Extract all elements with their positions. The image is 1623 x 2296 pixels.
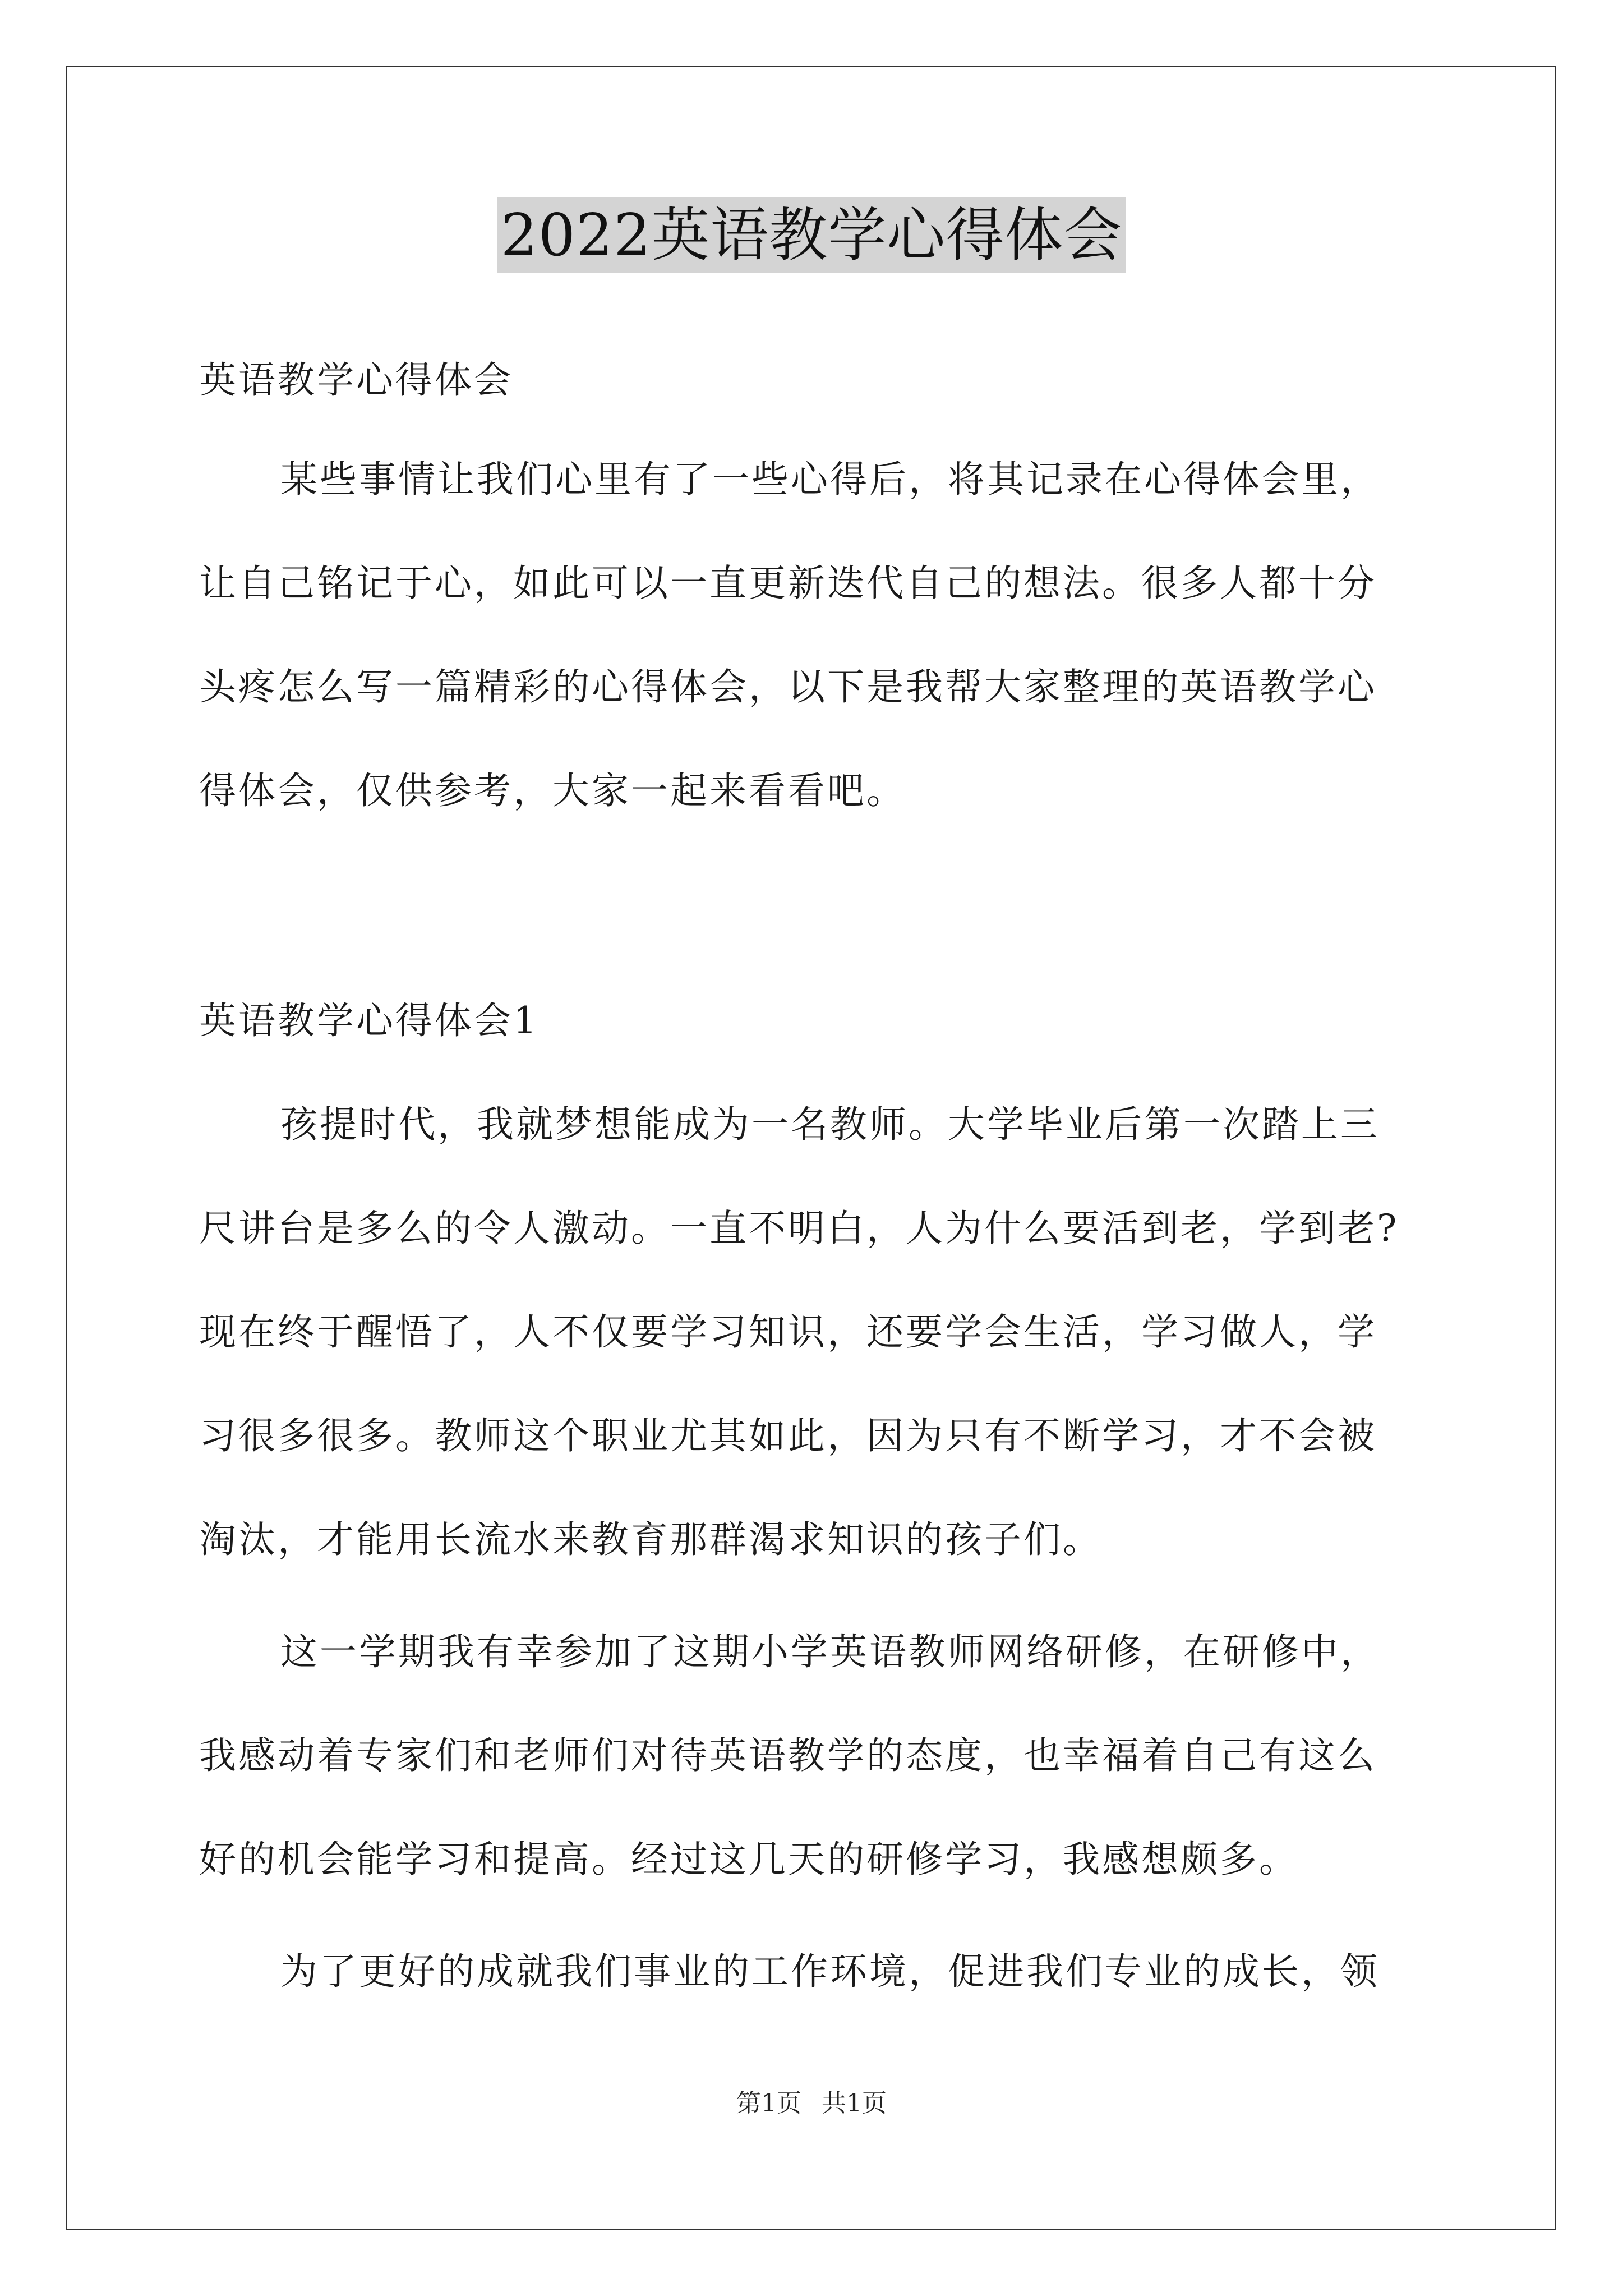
para3-line-1: 为了更好的成就我们事业的工作环境，促进我们专业的成长，领: [280, 1950, 1380, 1993]
intro-line-1: 某些事情让我们心里有了一些心得后，将其记录在心得体会里，: [280, 458, 1380, 501]
para2-line-2: 我感动着专家们和老师们对待英语教学的态度，也幸福着自己有这么: [199, 1734, 1377, 1777]
para2-line-3: 好的机会能学习和提高。经过这几天的研修学习，我感想颇多。: [199, 1838, 1298, 1881]
title-container: [0, 197, 1623, 273]
page-total: 共1页: [822, 2089, 887, 2118]
intro-line-4: 得体会，仅供参考，大家一起来看看吧。: [199, 769, 906, 812]
para1-line-1: 孩提时代，我就梦想能成为一名教师。大学毕业后第一次踏上三: [280, 1103, 1380, 1146]
document-title: 2022英语教学心得体会: [497, 197, 1126, 273]
page-footer: [0, 2087, 1623, 2120]
para1-line-3: 现在终于醒悟了，人不仅要学习知识，还要学会生活，学习做人，学: [199, 1310, 1377, 1354]
page-number: 第1页: [736, 2089, 801, 2118]
subtitle: 英语教学心得体会: [199, 358, 513, 402]
para1-line-2: 尺讲台是多么的令人激动。一直不明白，人为什么要活到老，学到老?: [199, 1207, 1399, 1250]
intro-line-2: 让自己铭记于心，如此可以一直更新迭代自己的想法。很多人都十分: [199, 562, 1377, 605]
section-heading: 英语教学心得体会1: [199, 999, 539, 1042]
intro-line-3: 头疼怎么写一篇精彩的心得体会，以下是我帮大家整理的英语教学心: [199, 665, 1377, 708]
para1-line-5: 淘汰，才能用长流水来教育那群渴求知识的孩子们。: [199, 1518, 1102, 1561]
para1-line-4: 习很多很多。教师这个职业尤其如此，因为只有不断学习，才不会被: [199, 1414, 1377, 1457]
para2-line-1: 这一学期我有幸参加了这期小学英语教师网络研修，在研修中，: [280, 1630, 1380, 1673]
